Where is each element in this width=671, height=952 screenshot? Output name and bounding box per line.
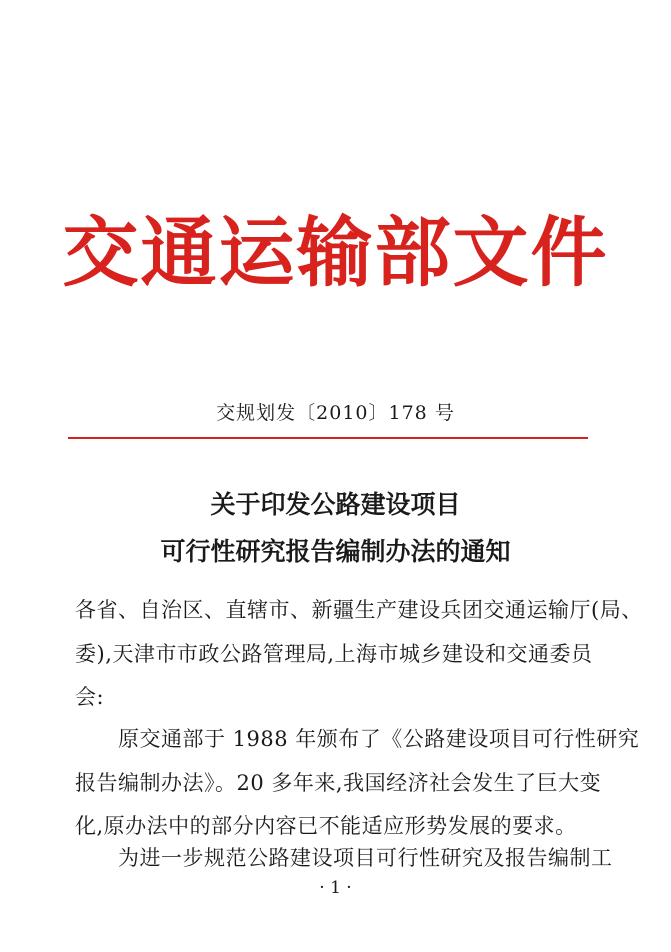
addressee-line-2: 委),天津市市政公路管理局,上海市城乡建设和交通委员 (75, 642, 593, 666)
document-masthead: 交通运输部文件 (62, 208, 609, 297)
notice-title-line-1: 关于印发公路建设项目 (210, 490, 461, 519)
document-number: 交规划发〔2010〕178 号 (216, 402, 455, 424)
paragraph-1-line-3: 化,原办法中的部分内容已不能适应形势发展的要求。 (75, 814, 577, 838)
page-number: · 1 · (319, 878, 352, 898)
paragraph-1-line-1: 原交通部于 1988 年颁布了《公路建设项目可行性研究 (118, 727, 640, 751)
addressee-line-1: 各省、自治区、直辖市、新疆生产建设兵团交通运输厅(局、 (75, 598, 643, 622)
paragraph-1-line-2: 报告编制办法》。20 多年来,我国经济社会发生了巨大变 (75, 771, 602, 795)
red-divider (68, 437, 588, 439)
addressee-line-3: 会: (75, 685, 105, 709)
paragraph-2-line-1: 为进一步规范公路建设项目可行性研究及报告编制工 (118, 846, 613, 870)
notice-title-line-2: 可行性研究报告编制办法的通知 (160, 537, 511, 566)
